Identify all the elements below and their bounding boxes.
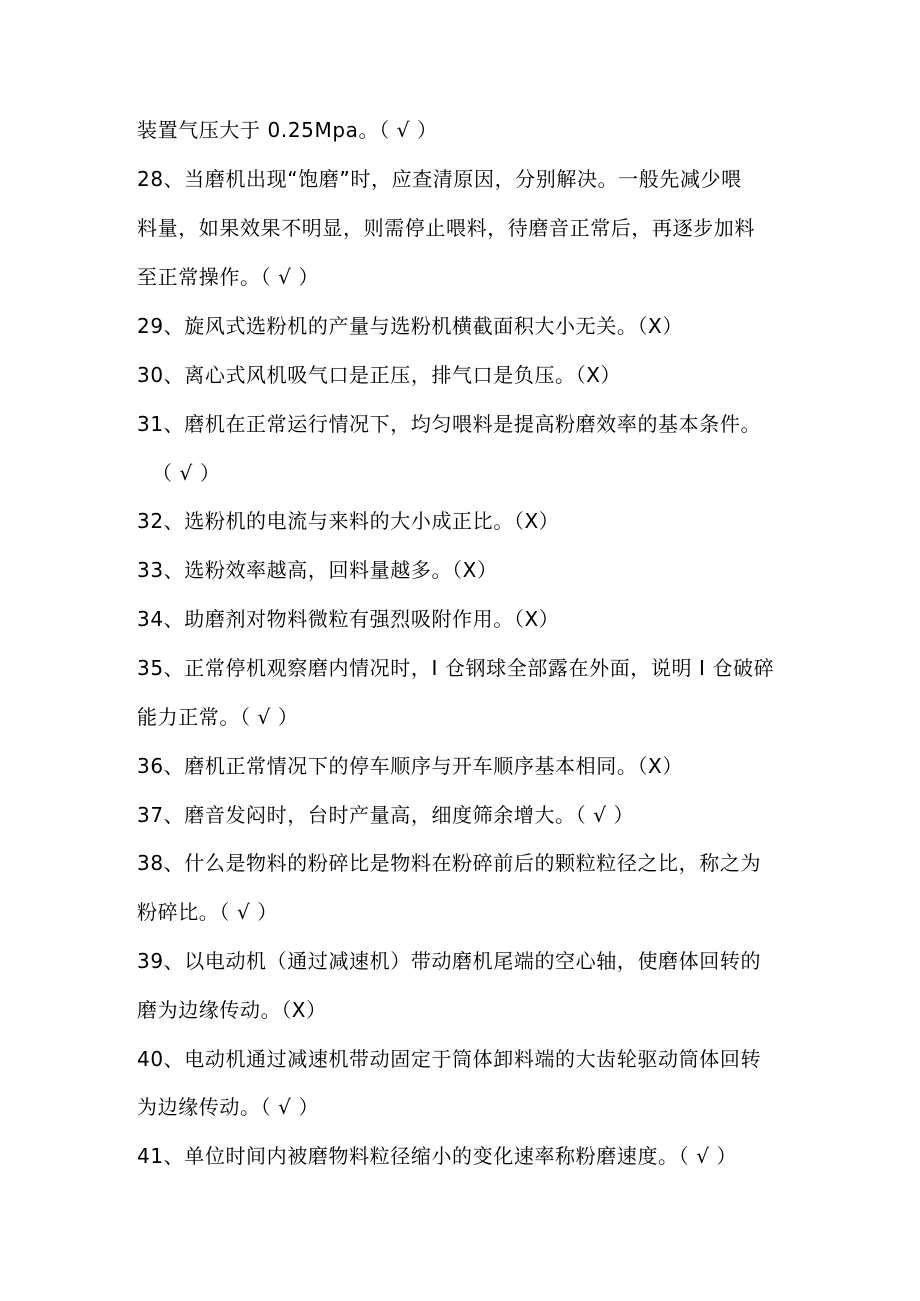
question-39-line-2: 磨为边缘传动。（X） (137, 998, 327, 1022)
question-38-line-1: 38、什么是物料的粉碎比是物料在粉碎前后的颗粒粒径之比，称之为 (137, 851, 762, 875)
question-28-line-3: 至正常操作。（ √ ） (137, 265, 320, 289)
question-37: 37、磨音发闷时，台时产量高，细度筛余增大。（ √ ） (137, 803, 635, 827)
question-39-line-1: 39、以电动机（通过减速机）带动磨机尾端的空心轴，使磨体回转的 (137, 949, 762, 973)
question-40-line-1: 40、电动机通过减速机带动固定于筒体卸料端的大齿轮驱动筒体回转 (137, 1047, 762, 1071)
question-32: 32、选粉机的电流与来料的大小成正比。（X） (137, 509, 560, 533)
question-33: 33、选粉效率越高，回料量越多。（X） (137, 558, 498, 582)
text-line: 装置气压大于 0.25Mpa。（ √ ） (137, 118, 438, 142)
question-30: 30、离心式风机吸气口是正压，排气口是负压。（X） (137, 363, 622, 387)
question-29: 29、旋风式选粉机的产量与选粉机横截面积大小无关。（X） (137, 314, 683, 338)
question-40-line-2: 为边缘传动。（ √ ） (137, 1095, 320, 1119)
question-34: 34、助磨剂对物料微粒有强烈吸附作用。（X） (137, 607, 560, 631)
question-28-line-2: 料量，如果效果不明显，则需停止喂料，待磨音正常后，再逐步加料 (137, 216, 755, 240)
question-35-line-1: 35、正常停机观察磨内情况时，I 仓钢球全部露在外面，说明 I 仓破碎 (137, 656, 775, 680)
question-31-line-1: 31、磨机在正常运行情况下，均匀喂料是提高粉磨效率的基本条件。 (137, 412, 762, 436)
question-28-line-1: 28、当磨机出现“饱磨”时，应查清原因，分别解决。一般先减少喂 (137, 167, 742, 191)
question-38-line-2: 粉碎比。（ √ ） (137, 900, 278, 924)
question-41: 41、单位时间内被磨物料粒径缩小的变化速率称粉磨速度。（ √ ） (137, 1144, 738, 1168)
question-35-line-2: 能力正常。（ √ ） (137, 705, 299, 729)
question-31-line-2: （ √ ） (152, 461, 221, 485)
question-36: 36、磨机正常情况下的停车顺序与开车顺序基本相同。（X） (137, 754, 683, 778)
